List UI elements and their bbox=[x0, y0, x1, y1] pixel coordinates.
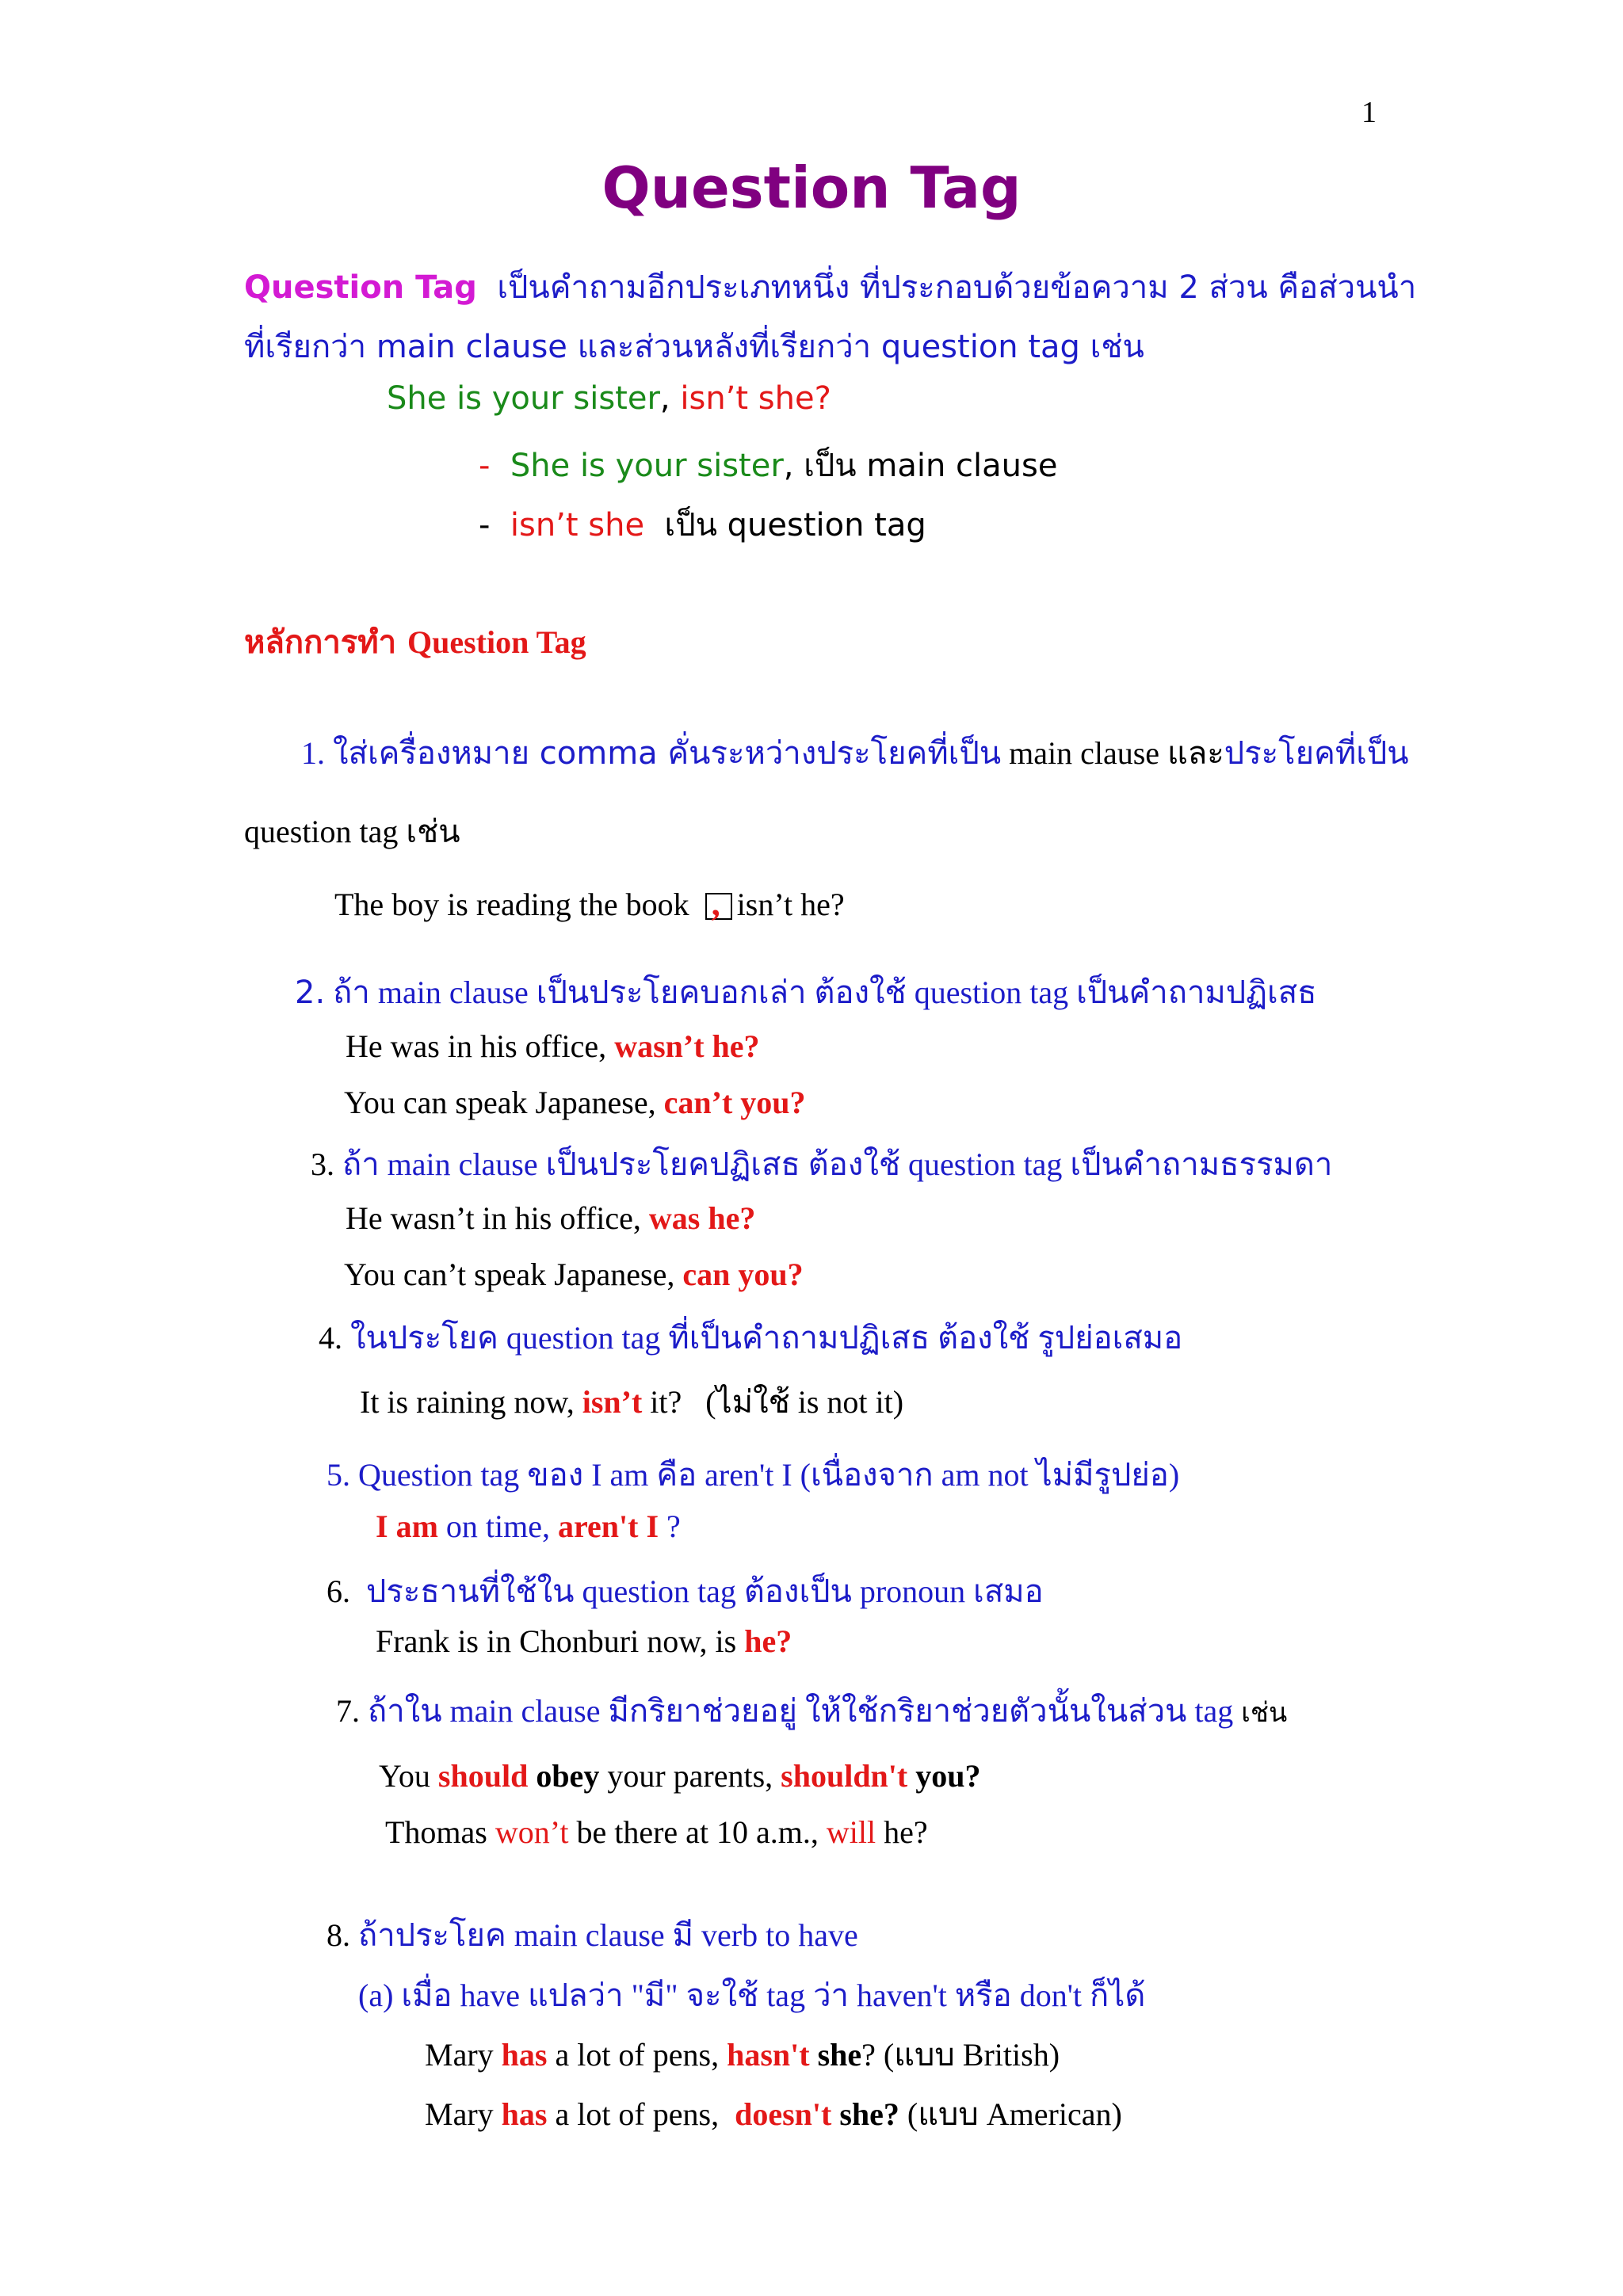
example-verb: obey bbox=[536, 1758, 600, 1794]
example-text: be there at 10 a.m., bbox=[576, 1814, 819, 1850]
intro-term: Question Tag bbox=[244, 269, 477, 306]
rule-4-text: ในประโยค question tag ที่เป็นคำถามปฏิเสธ ต้องใช้ รูปย่อเสมอ bbox=[350, 1320, 1183, 1356]
example-text: You can’t speak Japanese, bbox=[344, 1257, 675, 1292]
example-text: Mary bbox=[425, 2096, 494, 2132]
example-note: (ไม่ใช้ is not it) bbox=[705, 1384, 904, 1420]
example-text: he? bbox=[884, 1814, 928, 1850]
example-tag: can you? bbox=[682, 1257, 804, 1292]
example-tag: doesn't bbox=[735, 2096, 832, 2132]
rule-3-example-2 bbox=[344, 1256, 804, 1293]
example-tag: wasn’t he? bbox=[614, 1028, 760, 1064]
rule-7-text-end: เช่น bbox=[1241, 1699, 1288, 1728]
rule-8-example-1 bbox=[425, 2029, 1060, 2080]
example-verb: has bbox=[501, 2037, 548, 2073]
example-text: you? bbox=[915, 1758, 981, 1794]
rule-5: 5. Question tag ของ I am คือ aren't I (เนื่องจาก am not ไม่มีรูปย่อ) bbox=[327, 1457, 1180, 1493]
rule-2-example-2 bbox=[344, 1084, 806, 1121]
intro-example-comma: , bbox=[659, 380, 670, 417]
intro-line-1-text: เป็นคำถามอีกประเภทหนึ่ง ที่ประกอบด้วยข้อความ 2 ส่วน คือส่วนนำ bbox=[497, 269, 1417, 306]
rule-1-example-text: The boy is reading the book bbox=[334, 887, 689, 922]
section-heading-thai: หลักการทำ bbox=[244, 624, 397, 661]
rule-1-number: 1. bbox=[301, 735, 325, 771]
rule-7-example-1 bbox=[379, 1757, 981, 1794]
intro-bullet-1-main: She is your sister bbox=[510, 448, 784, 484]
rule-3-text: ถ้า main clause เป็นประโยคปฏิเสธ ต้องใช้ question tag เป็นคำถามธรรมดา bbox=[342, 1146, 1333, 1182]
rule-4-number: 4. bbox=[319, 1320, 342, 1356]
page-number: 1 bbox=[1361, 96, 1377, 129]
section-heading bbox=[244, 616, 586, 667]
example-text: You bbox=[379, 1758, 430, 1794]
example-verb: has bbox=[501, 2096, 548, 2132]
example-text: He was in his office, bbox=[346, 1028, 607, 1064]
rule-2-number: 2. bbox=[295, 974, 326, 1011]
rule-1-line-2: question tag เช่น bbox=[244, 814, 460, 849]
example-text: your parents, bbox=[607, 1758, 773, 1794]
rule-8-number: 8. bbox=[327, 1917, 350, 1953]
section-heading-english: Question Tag bbox=[407, 624, 586, 660]
rule-3-number: 3. bbox=[311, 1146, 334, 1182]
example-text: a lot of pens, bbox=[555, 2037, 720, 2073]
rule-1 bbox=[301, 727, 1409, 778]
example-tag: he? bbox=[744, 1623, 792, 1659]
rule-2-text: ถ้า main clause เป็นประโยคบอกเล่า ต้องใช้ question tag เป็นคำถามปฏิเสธ bbox=[333, 974, 1317, 1010]
example-text: ? bbox=[666, 1508, 681, 1544]
example-modal: should bbox=[437, 1758, 529, 1794]
intro-example-main: She is your sister bbox=[387, 380, 660, 417]
example-note: (แบบ American) bbox=[907, 2096, 1122, 2132]
rule-1-text-a: ใส่เครื่องหมาย comma คั่นระหว่างประโยคที่เป็น bbox=[333, 735, 1002, 772]
rule-1-text-b: main clause และ bbox=[1009, 735, 1224, 771]
example-tag: shouldn't bbox=[781, 1758, 908, 1794]
rule-6 bbox=[327, 1566, 1044, 1616]
example-note: ? (แบบ British) bbox=[861, 2037, 1060, 2073]
example-text: a lot of pens, bbox=[555, 2096, 720, 2132]
intro-bullet-2 bbox=[479, 499, 926, 550]
rule-7-example-2 bbox=[385, 1814, 928, 1851]
example-tag: can’t you? bbox=[663, 1085, 806, 1120]
example-tag: will bbox=[826, 1814, 876, 1850]
example-text: It is raining now, bbox=[360, 1384, 575, 1420]
rule-4 bbox=[319, 1312, 1182, 1363]
intro-line-2: ที่เรียกว่า main clause และส่วนหลังที่เรียกว่า question tag เช่น bbox=[244, 329, 1144, 365]
rule-1-text-c: ประโยคที่เป็น bbox=[1224, 735, 1409, 772]
rule-7-text: ถ้าใน main clause มีกริยาช่วยอยู่ ให้ใช้กริยาช่วยตัวนั้นในส่วน tag bbox=[368, 1693, 1234, 1729]
rule-8-example-2 bbox=[425, 2088, 1122, 2139]
rule-8-sub-a: (a) เมื่อ have แปลว่า "มี" จะใช้ tag ว่า haven't หรือ don't ก็ได้ bbox=[358, 1978, 1146, 2013]
bullet-dash: - bbox=[479, 448, 491, 484]
example-text: on time, bbox=[445, 1508, 550, 1544]
rule-6-number: 6. bbox=[327, 1573, 350, 1609]
intro-line-1 bbox=[244, 261, 1416, 312]
intro-example bbox=[387, 380, 831, 417]
intro-bullet-1 bbox=[479, 440, 1057, 490]
rule-8 bbox=[327, 1909, 858, 1960]
example-text: Frank is in Chonburi now, is bbox=[376, 1623, 737, 1659]
rule-3 bbox=[311, 1138, 1332, 1189]
rule-6-text: ประธานที่ใช้ใน question tag ต้องเป็น pronoun เสมอ bbox=[366, 1573, 1044, 1609]
rule-7 bbox=[336, 1685, 1287, 1736]
rule-3-example-1 bbox=[346, 1199, 755, 1237]
example-tag: isn’t bbox=[582, 1384, 643, 1420]
rule-1-example-tag: isn’t he? bbox=[736, 887, 845, 922]
bullet-dash: - bbox=[479, 507, 491, 543]
example-text: Thomas bbox=[385, 1814, 487, 1850]
page-title: Question Tag bbox=[601, 154, 1022, 221]
intro-example-tag: isn’t she? bbox=[680, 380, 831, 417]
example-text: He wasn’t in his office, bbox=[346, 1200, 641, 1236]
rule-4-example bbox=[360, 1376, 903, 1427]
example-text: it? bbox=[650, 1384, 682, 1420]
example-text: she? bbox=[839, 2096, 899, 2132]
rule-1-example bbox=[334, 886, 845, 923]
rule-6-example bbox=[376, 1623, 792, 1660]
example-text: You can speak Japanese, bbox=[344, 1085, 656, 1120]
example-tag: was he? bbox=[648, 1200, 756, 1236]
example-text: she bbox=[817, 2037, 862, 2073]
example-tag: aren't I bbox=[557, 1508, 659, 1544]
intro-bullet-1-rest: , เป็น main clause bbox=[783, 448, 1058, 484]
example-text: Mary bbox=[425, 2037, 494, 2073]
comma-mark: , bbox=[711, 884, 720, 923]
comma-highlight-box bbox=[705, 884, 732, 923]
rule-2-example-1 bbox=[346, 1028, 760, 1065]
example-tag: hasn't bbox=[727, 2037, 810, 2073]
rule-7-number: 7. bbox=[336, 1693, 360, 1729]
example-modal: won’t bbox=[495, 1814, 569, 1850]
example-subject: I am bbox=[376, 1508, 438, 1544]
intro-bullet-2-rest: เป็น question tag bbox=[664, 507, 926, 543]
rule-5-example bbox=[376, 1508, 681, 1545]
rule-8-text: ถ้าประโยค main clause มี verb to have bbox=[358, 1917, 858, 1953]
intro-bullet-2-tag: isn’t she bbox=[510, 507, 645, 543]
rule-2 bbox=[295, 967, 1317, 1017]
